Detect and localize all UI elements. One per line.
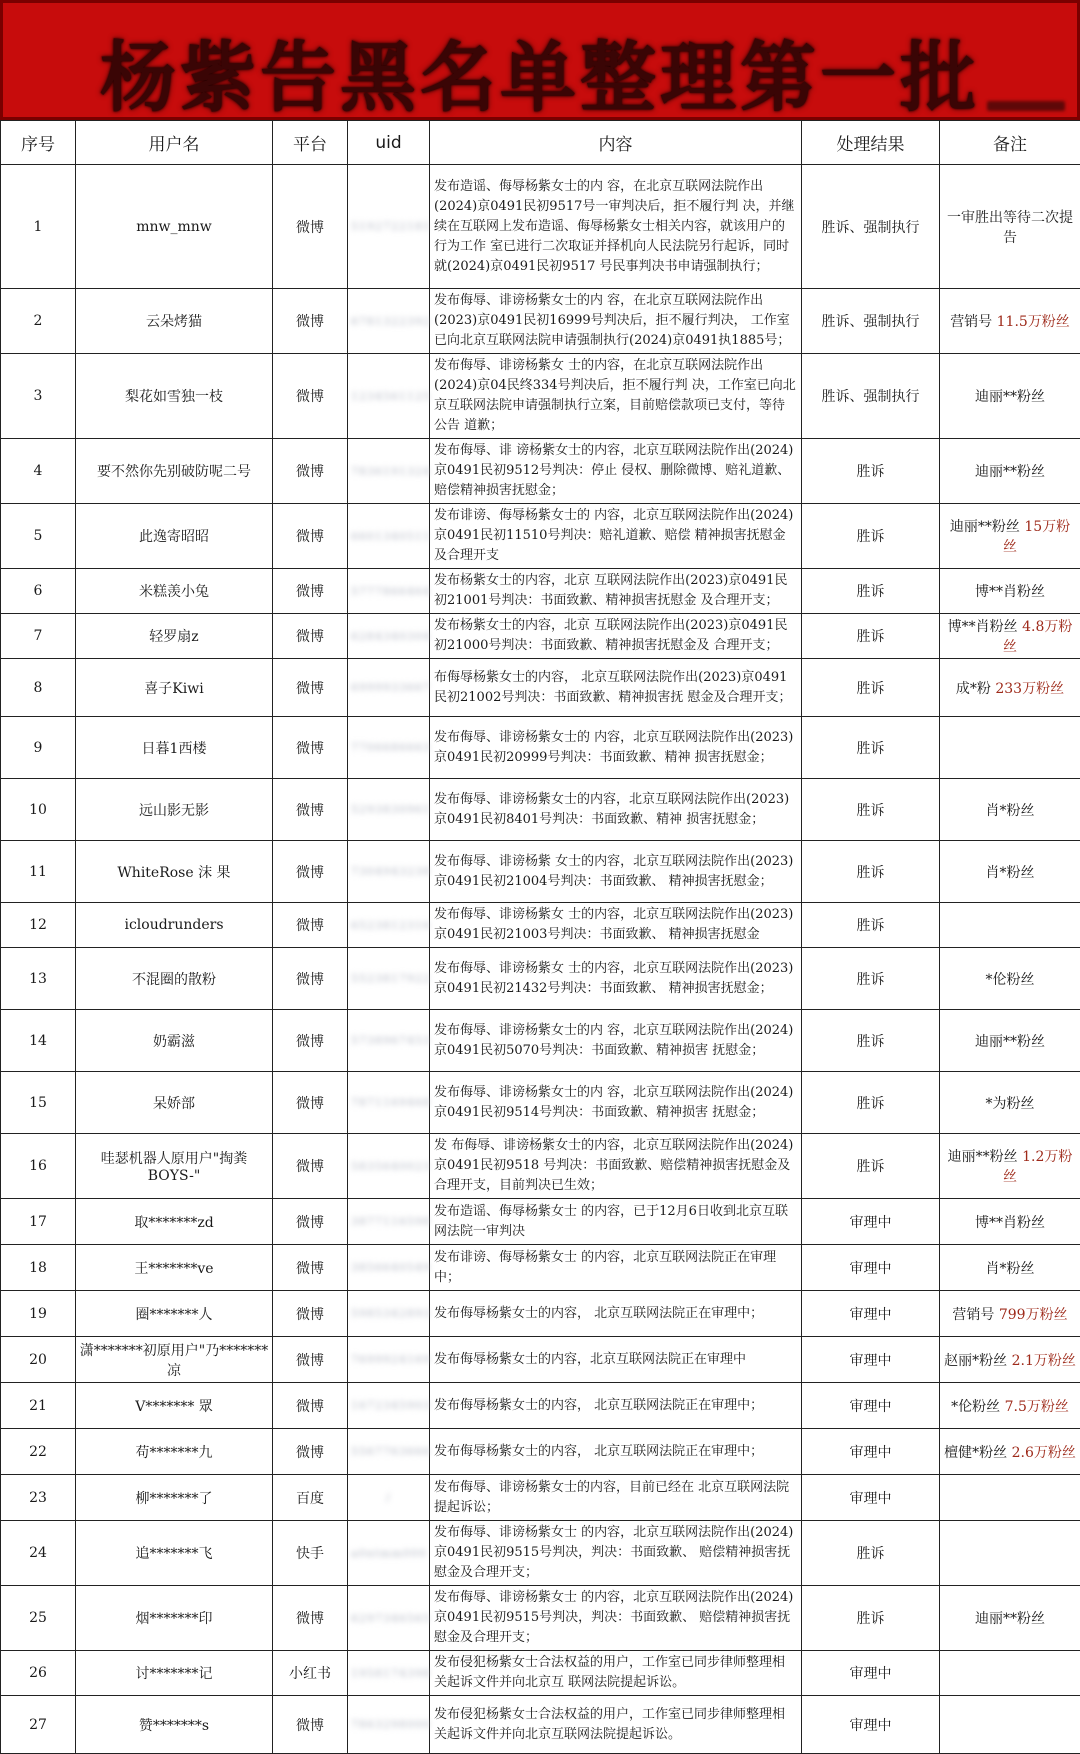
uid-cell bbox=[348, 1245, 430, 1291]
case-content: 发布侮辱、诽谤杨紫女士的内容，目前已经在 北京互联网法院提起诉讼； bbox=[430, 1475, 802, 1521]
remark-text: 迪丽**粉丝 bbox=[975, 464, 1045, 480]
title-banner bbox=[0, 0, 1080, 120]
remark-text: 营销号 bbox=[952, 1307, 994, 1323]
platform: 微博 bbox=[273, 903, 348, 948]
user-name: 哇瑟机器人原用户"掏粪BOYS-" bbox=[76, 1134, 273, 1199]
remark-cell bbox=[940, 1337, 1080, 1383]
remark-cell bbox=[940, 1072, 1080, 1134]
header-user: 用户名 bbox=[76, 121, 273, 165]
case-content: 发布侮辱、诽谤杨紫女士 的内容，北京互联网法院作出(2024)京0491民初9515号判决，判决：书面致歉、 赔偿精神损害抚慰金及合理开支； bbox=[430, 1586, 802, 1651]
table-row bbox=[1, 1134, 1080, 1199]
case-content: 发布侮辱、诽谤杨紫女士的内 容，在北京互联网法院作出(2023)京0491民初16999号判决后，拒不履行判决， 工作室已向北京互联网法院申请强制执行(2024)京0491执1885号； bbox=[430, 289, 802, 354]
remark-text: *为粉丝 bbox=[986, 1096, 1035, 1112]
uid-value: 7706686663 bbox=[351, 741, 431, 754]
uid-cell bbox=[348, 1134, 430, 1199]
remark-cell bbox=[940, 1199, 1080, 1245]
user-name: 轻罗扇z bbox=[76, 614, 273, 659]
uid-cell bbox=[348, 1429, 430, 1475]
uid-cell bbox=[348, 165, 430, 289]
remark-cell bbox=[940, 659, 1080, 717]
table-row bbox=[1, 1651, 1080, 1696]
uid-cell bbox=[348, 841, 430, 903]
case-content: 发布侮辱、诽谤杨紫女士的内 容，北京互联网法院作出(2024)京0491民初9514号判决：书面致歉、精神损害 抚慰金； bbox=[430, 1072, 802, 1134]
header-uid: uid bbox=[348, 121, 430, 165]
remark-text: 迪丽**粉丝 bbox=[975, 1611, 1045, 1627]
row-number: 19 bbox=[1, 1291, 76, 1337]
uid-cell bbox=[348, 1475, 430, 1521]
user-name: 日暮1西楼 bbox=[76, 717, 273, 779]
uid-cell bbox=[348, 504, 430, 569]
user-name: 取*******zd bbox=[76, 1199, 273, 1245]
result: 审理中 bbox=[802, 1383, 940, 1429]
remark-cell bbox=[940, 1586, 1080, 1651]
remark-text: 肖*粉丝 bbox=[986, 865, 1035, 881]
case-content: 发布诽谤、侮辱杨紫女士 的内容，北京互联网法院正在审理中； bbox=[430, 1245, 802, 1291]
platform: 微博 bbox=[273, 569, 348, 614]
result: 审理中 bbox=[802, 1291, 940, 1337]
user-name: 赞*******s bbox=[76, 1696, 273, 1754]
case-content: 发 布侮辱、诽谤杨紫女士的内容，北京互联网法院作出(2024)京0491民初9518 号判决：书面致歉、赔偿精神损害抚慰金及合理开支，目前判决已生效； bbox=[430, 1134, 802, 1199]
header-platform: 平台 bbox=[273, 121, 348, 165]
remark-text: 成*粉 bbox=[956, 681, 991, 697]
result: 胜诉 bbox=[802, 779, 940, 841]
uid-cell bbox=[348, 659, 430, 717]
table-row bbox=[1, 948, 1080, 1010]
follower-count: 4.8万粉丝 bbox=[1003, 619, 1072, 655]
result: 胜诉 bbox=[802, 659, 940, 717]
row-number: 12 bbox=[1, 903, 76, 948]
user-name: 不混圈的散粉 bbox=[76, 948, 273, 1010]
uid-cell bbox=[348, 1521, 430, 1586]
row-number: 20 bbox=[1, 1337, 76, 1383]
table-row bbox=[1, 1521, 1080, 1586]
row-number: 27 bbox=[1, 1696, 76, 1754]
remark-cell bbox=[940, 1429, 1080, 1475]
blacklist-table bbox=[0, 120, 1080, 1754]
table-row bbox=[1, 354, 1080, 439]
remark-text: 博**肖粉丝 bbox=[975, 1215, 1045, 1231]
follower-count: 2.6万粉丝 bbox=[1012, 1445, 1076, 1461]
follower-count: 15万粉丝 bbox=[1003, 519, 1070, 555]
uid-value: 5985342893 bbox=[351, 1307, 431, 1320]
platform: 微博 bbox=[273, 439, 348, 504]
case-content: 发布造谣、侮辱杨紫女士的内 容，在北京互联网法院作出(2024)京0491民初9517号一审判决后，拒不履行判 决，并继续在互联网上发布造谣、侮辱杨紫女士相关内容，就该用户的行为工作 室已进行二次取证并择机向人民法院另行起诉，同时就(2024)京0491民初9517 号民事判决书申请强制执行； bbox=[430, 165, 802, 289]
row-number: 6 bbox=[1, 569, 76, 614]
row-number: 14 bbox=[1, 1010, 76, 1072]
case-content: 发布侮辱、诽谤杨紫女士的内容，北京互联网法院作出(2023)京0491民初8401号判决：书面致歉、精神 损害抚慰金； bbox=[430, 779, 802, 841]
uid-cell bbox=[348, 1696, 430, 1754]
row-number: 25 bbox=[1, 1586, 76, 1651]
row-number: 7 bbox=[1, 614, 76, 659]
result: 胜诉 bbox=[802, 1072, 940, 1134]
remark-cell bbox=[940, 1651, 1080, 1696]
platform: 百度 bbox=[273, 1475, 348, 1521]
case-content: 发布侮辱、诽谤杨紫女 士的内容，在北京互联网法院作出(2024)京04民终334号判决后，拒不履行判 决，工作室已向北京互联网法院申请强制执行立案，目前赔偿款项已支付，等待公告 道歉； bbox=[430, 354, 802, 439]
result: 审理中 bbox=[802, 1651, 940, 1696]
platform: 微博 bbox=[273, 165, 348, 289]
table-row bbox=[1, 1475, 1080, 1521]
table-row bbox=[1, 614, 1080, 659]
result: 审理中 bbox=[802, 1337, 940, 1383]
table-row bbox=[1, 1586, 1080, 1651]
uid-value: 5567763666 bbox=[351, 1445, 431, 1458]
banner-watermark bbox=[987, 101, 1065, 111]
platform: 微博 bbox=[273, 289, 348, 354]
header-remark: 备注 bbox=[940, 121, 1080, 165]
case-content: 发布侵犯杨紫女士合法权益的用户，工作室已同步律师整理相关起诉文件并向北京互联网法院提起诉讼。 bbox=[430, 1696, 802, 1754]
table-row bbox=[1, 1010, 1080, 1072]
platform: 微博 bbox=[273, 1072, 348, 1134]
uid-value: 6999933667 bbox=[351, 681, 431, 694]
remark-text: 檀健*粉丝 bbox=[944, 1445, 1007, 1461]
platform: 小红书 bbox=[273, 1651, 348, 1696]
remark-cell bbox=[940, 569, 1080, 614]
row-number: 21 bbox=[1, 1383, 76, 1429]
uid-cell bbox=[348, 1651, 430, 1696]
user-name: 苟*******九 bbox=[76, 1429, 273, 1475]
result: 胜诉 bbox=[802, 717, 940, 779]
case-content: 发布造谣、侮辱杨紫女士 的内容，已于12月6日收到北京互联网法院一审判决 bbox=[430, 1199, 802, 1245]
result: 审理中 bbox=[802, 1475, 940, 1521]
remark-cell bbox=[940, 1696, 1080, 1754]
remark-cell bbox=[940, 1383, 1080, 1429]
table-row bbox=[1, 569, 1080, 614]
table-row bbox=[1, 504, 1080, 569]
row-number: 24 bbox=[1, 1521, 76, 1586]
remark-text: 赵丽*粉丝 bbox=[944, 1353, 1007, 1369]
header-content: 内容 bbox=[430, 121, 802, 165]
result: 胜诉 bbox=[802, 1134, 940, 1199]
table-body bbox=[1, 165, 1080, 1754]
result: 胜诉 bbox=[802, 569, 940, 614]
user-name: 要不然你先别破防呢二号 bbox=[76, 439, 273, 504]
remark-text: 迪丽**粉丝 bbox=[975, 389, 1045, 405]
table-row bbox=[1, 289, 1080, 354]
table-row bbox=[1, 779, 1080, 841]
uid-value: 6523812316 bbox=[351, 919, 431, 932]
result: 胜诉、强制执行 bbox=[802, 165, 940, 289]
user-name: 奶霸滋 bbox=[76, 1010, 273, 1072]
table-row bbox=[1, 1291, 1080, 1337]
result: 审理中 bbox=[802, 1199, 940, 1245]
case-content: 发布侮辱、诽谤杨紫 女士的内容，北京互联网法院作出(2023)京0491民初21004号判决：书面致歉、 精神损害抚慰金； bbox=[430, 841, 802, 903]
remark-cell bbox=[940, 779, 1080, 841]
user-name: 追*******飞 bbox=[76, 1521, 273, 1586]
result: 胜诉 bbox=[802, 1586, 940, 1651]
case-content: 发布侵犯杨紫女士合法权益的用户，工作室已同步律师整理相关起诉文件并向北京互 联网法院提起诉讼。 bbox=[430, 1651, 802, 1696]
result: 胜诉、强制执行 bbox=[802, 289, 940, 354]
uid-value: 5835640023 bbox=[351, 1160, 431, 1173]
platform: 微博 bbox=[273, 1134, 348, 1199]
follower-count: 11.5万粉丝 bbox=[997, 314, 1070, 330]
uid-cell bbox=[348, 1199, 430, 1245]
follower-count: 7.5万粉丝 bbox=[1005, 1399, 1069, 1415]
uid-cell bbox=[348, 717, 430, 779]
user-name: 王*******ve bbox=[76, 1245, 273, 1291]
user-name: 讨*******记 bbox=[76, 1651, 273, 1696]
result: 胜诉 bbox=[802, 1010, 940, 1072]
row-number: 5 bbox=[1, 504, 76, 569]
uid-value: 6601340511 bbox=[351, 530, 431, 543]
row-number: 2 bbox=[1, 289, 76, 354]
uid-value: 1958174398 bbox=[351, 1667, 431, 1680]
table-row bbox=[1, 841, 1080, 903]
remark-cell bbox=[940, 165, 1080, 289]
result: 胜诉 bbox=[802, 504, 940, 569]
result: 胜诉 bbox=[802, 614, 940, 659]
row-number: 10 bbox=[1, 779, 76, 841]
user-name: 圈*******人 bbox=[76, 1291, 273, 1337]
follower-count: 799万粉丝 bbox=[999, 1307, 1068, 1323]
uid-cell bbox=[348, 1010, 430, 1072]
case-content: 发布侮辱杨紫女士的内容，北京互联网法院正在审理中 bbox=[430, 1337, 802, 1383]
page-title: 杨紫告黑名单整理第一批 bbox=[3, 17, 1077, 126]
remark-text: *伦粉丝 bbox=[986, 972, 1035, 988]
platform: 微博 bbox=[273, 354, 348, 439]
follower-count: 1.2万粉丝 bbox=[1003, 1149, 1072, 1185]
case-content: 发布侮辱、诽谤杨紫女士的 内容，北京互联网法院作出(2023)京0491民初20999号判决：书面致歉、精神 损害抚慰金； bbox=[430, 717, 802, 779]
uid-cell bbox=[348, 354, 430, 439]
remark-cell bbox=[940, 1475, 1080, 1521]
row-number: 18 bbox=[1, 1245, 76, 1291]
uid-value: a0ntmm000 bbox=[351, 1547, 427, 1560]
follower-count: 2.1万粉丝 bbox=[1012, 1353, 1076, 1369]
remark-cell bbox=[940, 504, 1080, 569]
uid-cell bbox=[348, 614, 430, 659]
remark-text: 肖*粉丝 bbox=[986, 1261, 1035, 1277]
platform: 微博 bbox=[273, 1696, 348, 1754]
uid-value: / bbox=[386, 1491, 391, 1504]
uid-value: 6284340304 bbox=[351, 630, 431, 643]
uid-value: 7304943238 bbox=[351, 865, 431, 878]
uid-value: 6297346565 bbox=[351, 1612, 431, 1625]
uid-value: 1672345903 bbox=[351, 1399, 431, 1412]
uid-value: 7836191324 bbox=[351, 465, 431, 478]
result: 审理中 bbox=[802, 1696, 940, 1754]
remark-cell bbox=[940, 1245, 1080, 1291]
row-number: 9 bbox=[1, 717, 76, 779]
platform: 微博 bbox=[273, 841, 348, 903]
remark-text: 营销号 bbox=[950, 314, 992, 330]
table-row bbox=[1, 717, 1080, 779]
uid-value: 7699924169 bbox=[351, 1353, 431, 1366]
row-number: 15 bbox=[1, 1072, 76, 1134]
row-number: 22 bbox=[1, 1429, 76, 1475]
uid-cell bbox=[348, 1291, 430, 1337]
result: 审理中 bbox=[802, 1245, 940, 1291]
remark-cell bbox=[940, 948, 1080, 1010]
uid-cell bbox=[348, 1383, 430, 1429]
uid-value: 6781322392 bbox=[351, 315, 431, 328]
case-content: 发布侮辱、诽谤杨紫女 士的内容，北京互联网法院作出(2023)京0491民初21432号判决：书面致歉、 精神损害抚慰金； bbox=[430, 948, 802, 1010]
row-number: 11 bbox=[1, 841, 76, 903]
remark-text: *伦粉丝 bbox=[951, 1399, 1000, 1415]
uid-value: 5738967453 bbox=[351, 1034, 431, 1047]
uid-value: 3877116598 bbox=[351, 1215, 431, 1228]
result: 胜诉 bbox=[802, 439, 940, 504]
remark-cell bbox=[940, 614, 1080, 659]
user-name: V******* 眾 bbox=[76, 1383, 273, 1429]
platform: 微博 bbox=[273, 948, 348, 1010]
uid-cell bbox=[348, 439, 430, 504]
table-row bbox=[1, 1245, 1080, 1291]
case-content: 发布侮辱杨紫女士的内容， 北京互联网法院正在审理中； bbox=[430, 1429, 802, 1475]
platform: 微博 bbox=[273, 504, 348, 569]
remark-text: 肖*粉丝 bbox=[986, 803, 1035, 819]
row-number: 1 bbox=[1, 165, 76, 289]
uid-value: 5293830961 bbox=[351, 803, 431, 816]
header-no: 序号 bbox=[1, 121, 76, 165]
row-number: 3 bbox=[1, 354, 76, 439]
user-name: 喜子Kiwi bbox=[76, 659, 273, 717]
remark-text: 博**肖粉丝 bbox=[975, 584, 1045, 600]
remark-cell bbox=[940, 841, 1080, 903]
table-row bbox=[1, 1429, 1080, 1475]
result: 胜诉 bbox=[802, 948, 940, 1010]
case-content: 发布诽谤、侮辱杨紫女士的 内容，北京互联网法院作出(2024)京0491民初11510号判决：赔礼道歉、赔偿 精神损害抚慰金及合理开支 bbox=[430, 504, 802, 569]
table-row bbox=[1, 1337, 1080, 1383]
uid-value: 5192722181 bbox=[351, 220, 431, 233]
result: 审理中 bbox=[802, 1429, 940, 1475]
uid-value: 5777866464 bbox=[351, 585, 431, 598]
case-content: 发布侮辱、诽 谤杨紫女士的内容，北京互联网法院作出(2024)京0491民初9512号判决：停止 侵权、删除微博、赔礼道歉、赔偿精神损害抚慰金； bbox=[430, 439, 802, 504]
remark-cell bbox=[940, 439, 1080, 504]
case-content: 发布侮辱杨紫女士的内容， 北京互联网法院正在审理中； bbox=[430, 1291, 802, 1337]
remark-cell bbox=[940, 1291, 1080, 1337]
table-row bbox=[1, 903, 1080, 948]
remark-text: 迪丽**粉丝 bbox=[948, 1149, 1018, 1165]
case-content: 发布侮辱、诽谤杨紫女 士的内容，北京互联网法院作出(2023)京0491民初21003号判决：书面致歉、 精神损害抚慰金 bbox=[430, 903, 802, 948]
user-name: 云朵烤猫 bbox=[76, 289, 273, 354]
remark-cell bbox=[940, 903, 1080, 948]
case-content: 发布侮辱、诽谤杨紫女士的内 容，北京互联网法院作出(2024)京0491民初5070号判决：书面致歉、精神损害 抚慰金； bbox=[430, 1010, 802, 1072]
user-name: 呆娇部 bbox=[76, 1072, 273, 1134]
uid-cell bbox=[348, 779, 430, 841]
platform: 微博 bbox=[273, 1383, 348, 1429]
row-number: 17 bbox=[1, 1199, 76, 1245]
uid-cell bbox=[348, 903, 430, 948]
uid-cell bbox=[348, 1337, 430, 1383]
uid-cell bbox=[348, 569, 430, 614]
user-name: 此逸寄昭昭 bbox=[76, 504, 273, 569]
user-name: 远山影无影 bbox=[76, 779, 273, 841]
platform: 微博 bbox=[273, 1199, 348, 1245]
remark-cell bbox=[940, 1521, 1080, 1586]
row-number: 23 bbox=[1, 1475, 76, 1521]
uid-value: 3856640549 bbox=[351, 1261, 431, 1274]
case-content: 发布杨紫女士的内容，北京 互联网法院作出(2023)京0491民初21000号判决：书面致歉、精神损害抚慰金及 合理开支； bbox=[430, 614, 802, 659]
remark-cell bbox=[940, 289, 1080, 354]
row-number: 13 bbox=[1, 948, 76, 1010]
uid-cell bbox=[348, 1586, 430, 1651]
table-row bbox=[1, 439, 1080, 504]
result: 胜诉 bbox=[802, 841, 940, 903]
remark-cell bbox=[940, 1134, 1080, 1199]
platform: 微博 bbox=[273, 717, 348, 779]
result: 胜诉 bbox=[802, 903, 940, 948]
table-row bbox=[1, 659, 1080, 717]
remark-cell bbox=[940, 717, 1080, 779]
remark-cell bbox=[940, 354, 1080, 439]
result: 胜诉 bbox=[802, 1521, 940, 1586]
header-row bbox=[1, 121, 1080, 165]
result: 胜诉、强制执行 bbox=[802, 354, 940, 439]
platform: 微博 bbox=[273, 1429, 348, 1475]
case-content: 发布侮辱、诽谤杨紫女士 的内容，北京互联网法院作出(2024)京0491民初9515号判决，判决：书面致歉、 赔偿精神损害抚慰金及合理开支； bbox=[430, 1521, 802, 1586]
row-number: 8 bbox=[1, 659, 76, 717]
uid-value: 1234561125 bbox=[351, 390, 431, 403]
platform: 微博 bbox=[273, 659, 348, 717]
remark-text: 一审胜出等待二次提告 bbox=[947, 210, 1073, 246]
remark-text: 迪丽**粉丝 bbox=[975, 1034, 1045, 1050]
uid-cell bbox=[348, 948, 430, 1010]
platform: 快手 bbox=[273, 1521, 348, 1586]
uid-cell bbox=[348, 1072, 430, 1134]
uid-value: 7871169468 bbox=[351, 1096, 431, 1109]
user-name: 潇*******初原用户"乃*******凉 bbox=[76, 1337, 273, 1383]
case-content: 发布杨紫女士的内容，北京 互联网法院作出(2023)京0491民初21001号判决：书面致歉、精神损害抚慰金 及合理开支； bbox=[430, 569, 802, 614]
user-name: 柳*******了 bbox=[76, 1475, 273, 1521]
platform: 微博 bbox=[273, 779, 348, 841]
table-row bbox=[1, 1072, 1080, 1134]
table-row bbox=[1, 165, 1080, 289]
user-name: 烟*******印 bbox=[76, 1586, 273, 1651]
row-number: 16 bbox=[1, 1134, 76, 1199]
remark-cell bbox=[940, 1010, 1080, 1072]
table-row bbox=[1, 1696, 1080, 1754]
user-name: 梨花如雪独一枝 bbox=[76, 354, 273, 439]
follower-count: 233万粉丝 bbox=[995, 681, 1064, 697]
remark-text: 博**肖粉丝 bbox=[948, 619, 1018, 635]
user-name: 米糕羡小兔 bbox=[76, 569, 273, 614]
platform: 微博 bbox=[273, 1010, 348, 1072]
user-name: WhiteRose 沫 果 bbox=[76, 841, 273, 903]
platform: 微博 bbox=[273, 1245, 348, 1291]
row-number: 26 bbox=[1, 1651, 76, 1696]
user-name: icloudrunders bbox=[76, 903, 273, 948]
platform: 微博 bbox=[273, 1337, 348, 1383]
table-row bbox=[1, 1199, 1080, 1245]
remark-text: 迪丽**粉丝 bbox=[950, 519, 1020, 535]
case-content: 发布侮辱杨紫女士的内容， 北京互联网法院正在审理中； bbox=[430, 1383, 802, 1429]
header-result: 处理结果 bbox=[802, 121, 940, 165]
uid-value: 5523817922 bbox=[351, 972, 431, 985]
uid-cell bbox=[348, 289, 430, 354]
case-content: 布侮辱杨紫女士的内容， 北京互联网法院作出(2023)京0491民初21002号判决：书面致歉、精神损害抚 慰金及合理开支； bbox=[430, 659, 802, 717]
uid-value: 7863298000 bbox=[351, 1718, 431, 1731]
platform: 微博 bbox=[273, 1291, 348, 1337]
table-row bbox=[1, 1383, 1080, 1429]
platform: 微博 bbox=[273, 614, 348, 659]
row-number: 4 bbox=[1, 439, 76, 504]
user-name: mnw_mnw bbox=[76, 165, 273, 289]
platform: 微博 bbox=[273, 1586, 348, 1651]
